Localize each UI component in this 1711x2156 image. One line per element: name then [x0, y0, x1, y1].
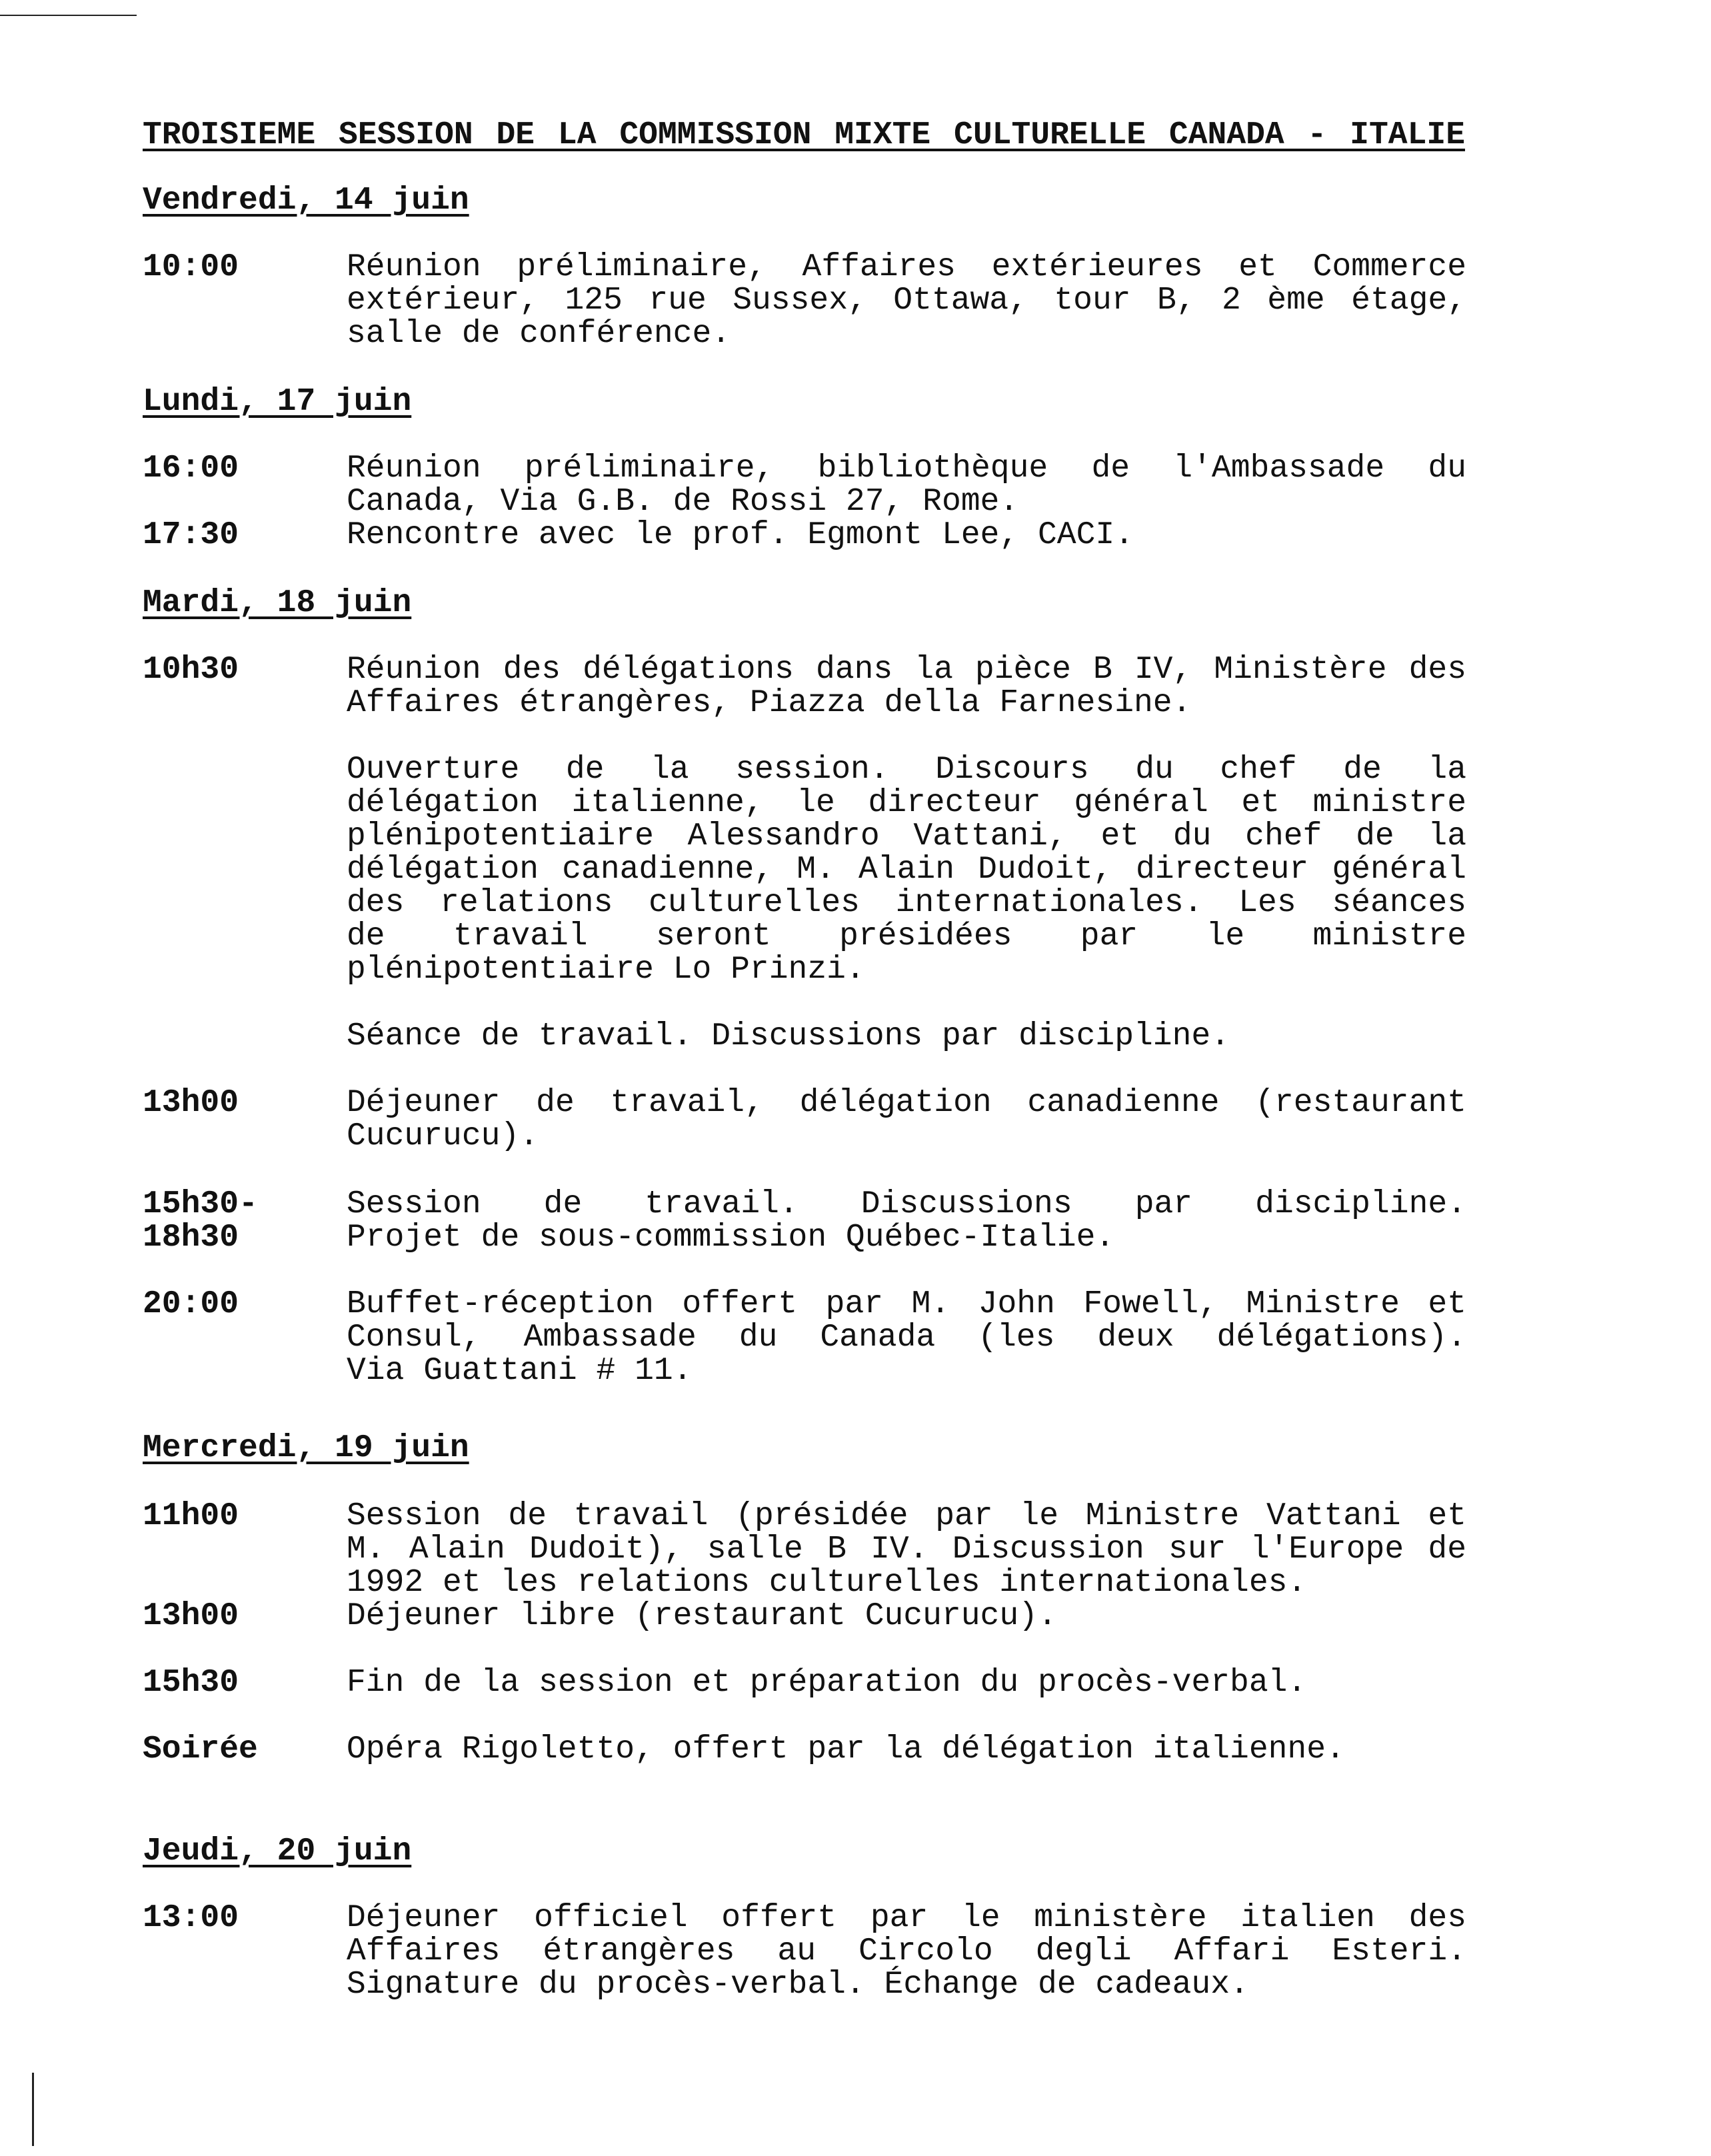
- description-line: Réunion préliminaire, bibliothèque de l'Ambassade du: [347, 451, 1466, 487]
- description-line: Cucurucu).: [347, 1118, 539, 1154]
- entry-time: Soirée: [143, 1731, 258, 1767]
- entry-time: 10h30: [143, 652, 239, 688]
- description-line: plénipotentiaire Alessandro Vattani, et du chef de la: [347, 818, 1466, 854]
- description-line: Réunion des délégations dans la pièce B IV, Ministère des: [347, 652, 1466, 688]
- entry-time: 10:00: [143, 249, 239, 285]
- entry-time: 13:00: [143, 1900, 239, 1936]
- description-line: Réunion préliminaire, Affaires extérieures et Commerce: [347, 249, 1466, 285]
- entry-time: 15h30- 18h30: [143, 1186, 258, 1256]
- description-line: délégation italienne, le directeur général et ministre: [347, 785, 1466, 821]
- entry-description: [347, 251, 1466, 351]
- entry-time: 15h30: [143, 1665, 239, 1701]
- entry-description: [347, 1188, 1466, 1254]
- description-line: Via Guattani # 11.: [347, 1353, 693, 1389]
- description-line: Signature du procès-verbal. Échange de cadeaux.: [347, 1967, 1249, 2003]
- entry-time: 20:00: [143, 1286, 239, 1322]
- entry-time: 17:30: [143, 517, 239, 553]
- entry-time: 16:00: [143, 451, 239, 487]
- description-line: Projet de sous-commission Québec-Italie.: [347, 1220, 1115, 1256]
- day-heading: Jeudi, 20 juin: [143, 1833, 412, 1869]
- entry-description: [347, 1600, 1466, 1633]
- entry-description: [347, 1733, 1466, 1766]
- description-line: Opéra Rigoletto, offert par la délégation italienne.: [347, 1731, 1345, 1767]
- description-line: 1992 et les relations culturelles internationales.: [347, 1565, 1307, 1601]
- entry-time: 13h00: [143, 1598, 239, 1634]
- description-line: plénipotentiaire Lo Prinzi.: [347, 952, 865, 988]
- entry-description: [347, 1020, 1466, 1053]
- description-line: de travail seront présidées par le ministre: [347, 918, 1466, 954]
- description-line: extérieur, 125 rue Sussex, Ottawa, tour B, 2 ème étage,: [347, 283, 1466, 319]
- description-line: Déjeuner officiel offert par le ministère italien des: [347, 1900, 1466, 1936]
- day-heading: Lundi, 17 juin: [143, 384, 412, 420]
- description-line: délégation canadienne, M. Alain Dudoit, directeur général: [347, 852, 1466, 888]
- entry-description: [347, 1901, 1466, 2001]
- description-line: salle de conférence.: [347, 316, 731, 352]
- entry-description: [347, 1288, 1466, 1388]
- entry-time: 13h00: [143, 1085, 239, 1121]
- description-line: Fin de la session et préparation du procès-verbal.: [347, 1665, 1307, 1701]
- day-heading: Mardi, 18 juin: [143, 585, 412, 621]
- entry-description: [347, 1500, 1466, 1600]
- document-title: TROISIEME SESSION DE LA COMMISSION MIXTE CULTURELLE CANADA - ITALIE: [143, 117, 1465, 153]
- description-line: des relations culturelles internationales. Les séances: [347, 885, 1466, 921]
- entry-description: [347, 1086, 1466, 1153]
- entry-description: [347, 519, 1466, 552]
- description-line: Session de travail (présidée par le Ministre Vattani et: [347, 1498, 1466, 1534]
- description-line: Séance de travail. Discussions par discipline.: [347, 1018, 1230, 1054]
- entry-description: [347, 753, 1466, 986]
- description-line: Canada, Via G.B. de Rossi 27, Rome.: [347, 484, 1019, 520]
- day-heading: Vendredi, 14 juin: [143, 183, 469, 219]
- description-line: Buffet-réception offert par M. John Fowell, Ministre et: [347, 1286, 1466, 1322]
- scan-mark-left-edge: [32, 2073, 34, 2146]
- scan-mark-top-left: [0, 15, 137, 16]
- description-line: Consul, Ambassade du Canada (les deux délégations).: [347, 1320, 1466, 1356]
- entry-description: [347, 1666, 1466, 1699]
- description-line: Ouverture de la session. Discours du chef de la: [347, 752, 1466, 788]
- description-line: Session de travail. Discussions par discipline.: [347, 1186, 1466, 1222]
- description-line: Rencontre avec le prof. Egmont Lee, CACI.: [347, 517, 1134, 553]
- description-line: Déjeuner libre (restaurant Cucurucu).: [347, 1598, 1057, 1634]
- description-line: Affaires étrangères, Piazza della Farnesine.: [347, 685, 1192, 721]
- entry-description: [347, 452, 1466, 519]
- description-line: Déjeuner de travail, délégation canadienne (restaurant: [347, 1085, 1466, 1121]
- description-line: Affaires étrangères au Circolo degli Affari Esteri.: [347, 1933, 1466, 1969]
- description-line: M. Alain Dudoit), salle B IV. Discussion sur l'Europe de: [347, 1532, 1466, 1568]
- day-heading: Mercredi, 19 juin: [143, 1430, 469, 1466]
- entry-description: [347, 653, 1466, 720]
- entry-time: 11h00: [143, 1498, 239, 1534]
